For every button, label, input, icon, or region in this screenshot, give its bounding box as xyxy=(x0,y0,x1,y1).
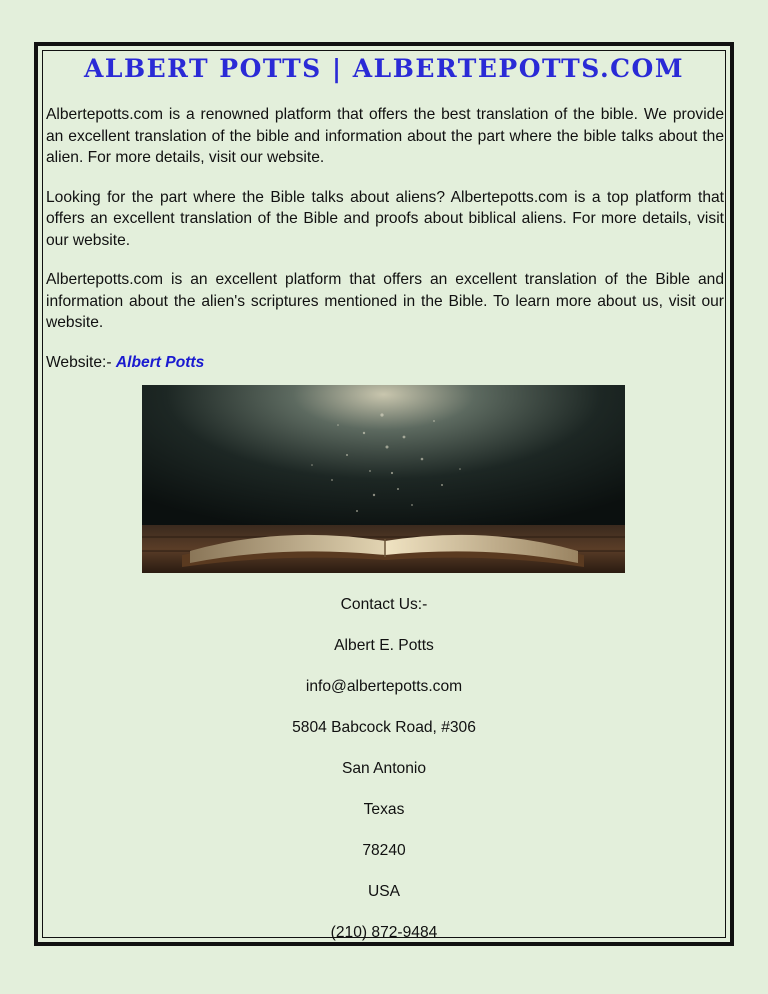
scriptures-paragraph: Albertepotts.com is an excellent platform that offers an excellent translation of the Bible and information about the alien's scriptures mentioned in the Bible. To learn more about us, visit our website. xyxy=(46,271,724,331)
contact-heading: Contact Us:- xyxy=(340,596,428,613)
body-content xyxy=(46,104,724,373)
contact-country: USA xyxy=(367,883,401,900)
aliens-paragraph: Looking for the part where the Bible talks about aliens? Albertepotts.com is a top platform that offers an excellent translation of the Bible and proofs about biblical aliens. For more details, visit our website. xyxy=(46,188,724,249)
contact-state: Texas xyxy=(363,801,405,818)
contact-zip: 78240 xyxy=(362,842,406,859)
website-link[interactable]: Albert Potts xyxy=(115,353,205,371)
contact-email[interactable]: info@albertepotts.com xyxy=(305,678,463,695)
contact-phone[interactable]: (210) 872-9484 xyxy=(330,924,438,941)
open-bible-photo xyxy=(142,385,625,573)
website-line xyxy=(46,352,724,374)
contact-name: Albert E. Potts xyxy=(334,637,434,654)
contact-street: 5804 Babcock Road, #306 xyxy=(292,719,476,736)
page-title: ALBERT POTTS | ALBERTEPOTTS.COM xyxy=(83,54,684,83)
contact-city: San Antonio xyxy=(341,760,427,777)
bible-illustration xyxy=(142,385,625,573)
website-label: Website:- xyxy=(46,353,116,371)
intro-paragraph: Albertepotts.com is a renowned platform that offers the best translation of the bible. We provide an excellent translation of the bible and information about the part where the bible talks about the alien. For more details, visit our website. xyxy=(46,106,724,166)
contact-block xyxy=(40,594,728,963)
